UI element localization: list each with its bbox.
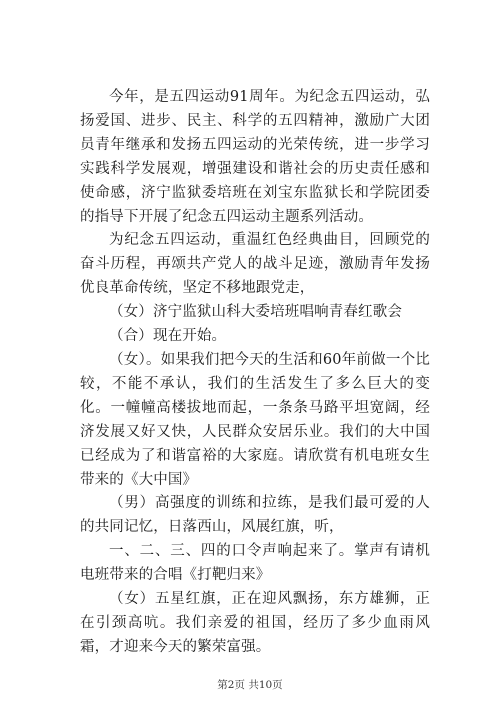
paragraph-chorus-start: （合）现在开始。 xyxy=(109,328,227,345)
paragraph-male-host-training: （男）高强度的训练和拉练，是我们最可爱的人的共同记忆，日落西山，风展红旗，听， xyxy=(80,495,430,536)
paragraph-purpose: 为纪念五四运动，重温红色经典曲目，回顾党的奋斗历程，再颂共产党人的战斗足迹，激励青年发扬优良革命传统，坚定不移地跟党走， xyxy=(80,232,430,297)
paragraph-female-host-dazhongguo: （女）。如果我们把今天的生活和60年前做一个比较，不能不承认，我们的生活发生了多么巨大的变化。一幢幢高楼拔地而起，一条条马路平坦宽阔，经济发展又好又快，人民群众安居乐业。我们的大中国已经成为了和谐富裕的大家庭。请欣赏有机电班女生带来的《大中国》 xyxy=(80,351,430,488)
paragraph-female-host-flag: （女）五星红旗，正在迎风飘扬，东方雄狮，正在引颈高吭。我们亲爱的祖国，经历了多少血雨风霜，才迎来今天的繁荣富强。 xyxy=(80,591,430,655)
document-body xyxy=(80,86,430,660)
paragraph-dabajilai: 一、二、三、四的口令声响起来了。掌声有请机电班带来的合唱《打靶归来》 xyxy=(80,543,430,584)
paragraph-female-host-opening: （女）济宁监狱山科大委培班唱响青春红歌会 xyxy=(109,304,402,321)
paragraph-intro: 今年，是五四运动91周年。为纪念五四运动，弘扬爱国、进步、民主、科学的五四精神，激励广大团员青年继承和发扬五四运动的光荣传统，进一步学习实践科学发展观，增强建设和谐社会的历史责任感和使命感，济宁监狱委培班在刘宝东监狱长和学院团委的指导下开展了纪念五四运动主题系列活动。 xyxy=(80,89,430,225)
page-footer: 第2页 共10页 xyxy=(217,679,283,691)
